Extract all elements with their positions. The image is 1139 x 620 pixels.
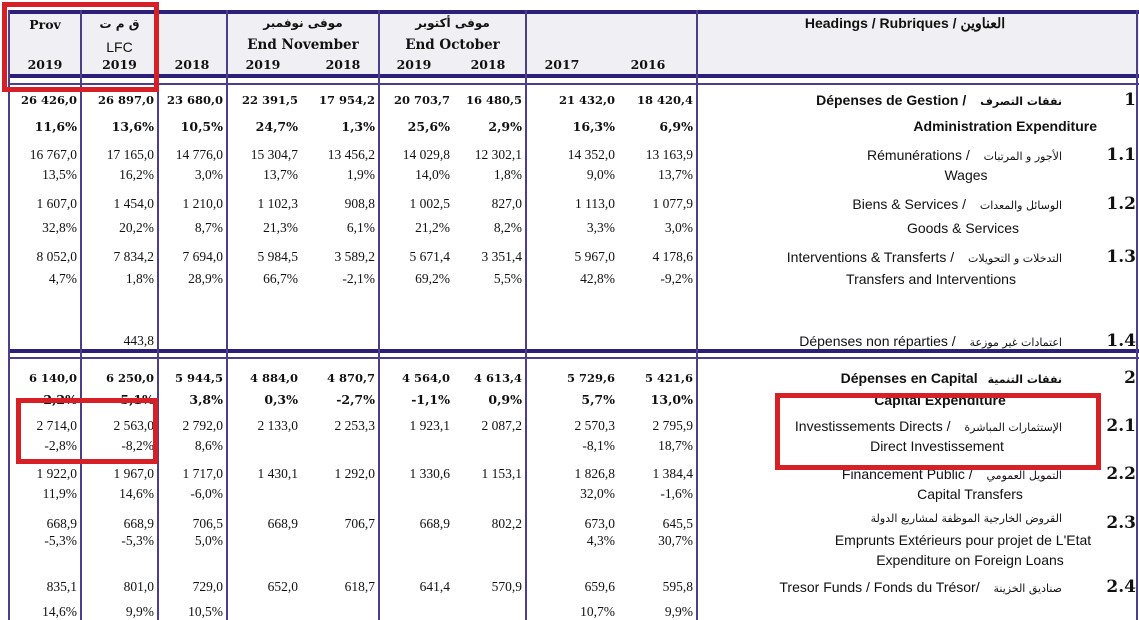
cell-value: 641,4 bbox=[419, 579, 450, 594]
row-label-french: Rémunérations / bbox=[867, 147, 974, 163]
cell-value: 5 421,6 bbox=[644, 371, 693, 385]
cell-value: 1 430,1 bbox=[257, 466, 298, 481]
cell-percent: -2,7% bbox=[336, 392, 375, 407]
row-label-english: Administration Expenditure bbox=[913, 118, 1097, 134]
cell-value: 835,1 bbox=[46, 579, 77, 594]
cell-value: 17 954,2 bbox=[318, 93, 375, 107]
cell-value: 5 944,5 bbox=[174, 371, 223, 385]
cell-percent: -2,8% bbox=[44, 438, 77, 453]
row-code: 1 bbox=[1124, 90, 1136, 110]
row-label-english: Wages bbox=[944, 167, 988, 183]
cell-percent: 24,7% bbox=[255, 119, 298, 134]
cell-percent: 14,6% bbox=[119, 486, 154, 501]
cell-value: 1 002,5 bbox=[409, 196, 450, 211]
row-code: 1.4 bbox=[1106, 331, 1136, 351]
cell-value: 2 792,0 bbox=[182, 418, 223, 433]
cell-percent: -1,6% bbox=[660, 486, 693, 501]
header-prov-label: Prov bbox=[29, 17, 61, 32]
highlight-box-direct-investment-label bbox=[775, 393, 1101, 470]
cell-value: 1 454,0 bbox=[113, 196, 154, 211]
cell-percent: 16,2% bbox=[119, 167, 154, 182]
cell-percent: 14,6% bbox=[42, 604, 77, 619]
header-headings: Headings / Rubriques / العناوين bbox=[804, 15, 1006, 31]
row-label-line bbox=[841, 370, 1062, 386]
cell-percent: 1,3% bbox=[341, 119, 375, 134]
row-code: 1.2 bbox=[1106, 194, 1136, 214]
header-november-label: End November bbox=[247, 37, 359, 53]
row-label-english: Capital Expenditure bbox=[874, 392, 1006, 408]
cell-value: 16 480,5 bbox=[465, 93, 522, 107]
cell-value: 659,6 bbox=[584, 579, 615, 594]
cell-percent: 3,8% bbox=[189, 392, 223, 407]
cell-value: 14 352,0 bbox=[567, 147, 615, 162]
cell-value: 1 922,0 bbox=[36, 466, 77, 481]
cell-percent: 9,9% bbox=[664, 604, 693, 619]
cell-percent: 3,0% bbox=[194, 167, 223, 182]
row-label-arabic: الوسائل والمعدات bbox=[979, 199, 1062, 212]
header-2017: 2017 bbox=[544, 57, 580, 72]
cell-percent: 4,7% bbox=[48, 271, 77, 286]
cell-value: 17 165,0 bbox=[106, 147, 154, 162]
cell-percent: 3,0% bbox=[664, 220, 693, 235]
cell-percent: 10,7% bbox=[580, 604, 615, 619]
row-label-arabic: نفقات التصرف bbox=[980, 95, 1062, 108]
cell-percent: 21,2% bbox=[415, 220, 450, 235]
row-code: 2.2 bbox=[1106, 464, 1136, 484]
cell-value: 26 897,0 bbox=[97, 93, 154, 107]
cell-value: 1 826,8 bbox=[574, 466, 615, 481]
cell-value: 3 351,4 bbox=[481, 249, 522, 264]
cell-value: 668,9 bbox=[419, 516, 450, 531]
cell-value: 668,9 bbox=[267, 516, 298, 531]
cell-value: 668,9 bbox=[123, 516, 154, 531]
cell-percent: -8,1% bbox=[582, 438, 615, 453]
cell-percent: 66,7% bbox=[263, 271, 298, 286]
cell-value: 443,8 bbox=[123, 333, 154, 348]
row-label-french: Interventions & Transferts / bbox=[786, 249, 958, 265]
row-code: 2.1 bbox=[1106, 416, 1136, 436]
cell-percent: 5,0% bbox=[194, 533, 223, 548]
cell-value: 18 420,4 bbox=[636, 93, 693, 107]
cell-percent: 13,7% bbox=[658, 167, 693, 182]
cell-percent: 8,7% bbox=[194, 220, 223, 235]
cell-value: 20 703,7 bbox=[393, 93, 450, 107]
cell-value: 6 250,0 bbox=[105, 371, 154, 385]
cell-value: 827,0 bbox=[491, 196, 522, 211]
cell-value: 1 292,0 bbox=[334, 466, 375, 481]
cell-percent: -2,1% bbox=[342, 271, 375, 286]
cell-percent: 10,5% bbox=[180, 119, 223, 134]
row-label-arabic: التدخلات و التحويلات bbox=[967, 252, 1062, 265]
cell-value: 4 870,7 bbox=[326, 371, 375, 385]
row-label-arabic: صناديق الخزينة bbox=[993, 582, 1062, 595]
col-border-2017-2016 bbox=[696, 10, 698, 620]
header-october-label: End October bbox=[405, 37, 500, 53]
row-label-line bbox=[852, 196, 1062, 212]
cell-percent: 1,8% bbox=[493, 167, 522, 182]
row-label-french: Dépenses de Gestion / bbox=[816, 92, 971, 108]
cell-value: 16 767,0 bbox=[29, 147, 77, 162]
cell-value: 1 384,4 bbox=[652, 466, 693, 481]
cell-percent: 18,7% bbox=[658, 438, 693, 453]
cell-value: 2 563,0 bbox=[113, 418, 154, 433]
row-label-arabic: الإستثمارات المباشرة bbox=[964, 421, 1062, 434]
cell-value: 4 564,0 bbox=[401, 371, 450, 385]
header-lfc-arabic: ق م ت bbox=[99, 17, 140, 31]
cell-percent: 11,9% bbox=[42, 486, 77, 501]
header-prov-year: 2019 bbox=[27, 57, 63, 72]
cell-value: 8 052,0 bbox=[36, 249, 77, 264]
cell-percent: 25,6% bbox=[407, 119, 450, 134]
body-top-border bbox=[8, 83, 1139, 85]
cell-percent: 4,3% bbox=[586, 533, 615, 548]
cell-value: 908,8 bbox=[344, 196, 375, 211]
header-november-arabic: موفى نوفمبر bbox=[263, 16, 343, 30]
cell-value: 1 717,0 bbox=[182, 466, 223, 481]
cell-value: 2 795,9 bbox=[652, 418, 693, 433]
cell-value: 4 178,6 bbox=[652, 249, 693, 264]
cell-percent: 1,9% bbox=[346, 167, 375, 182]
cell-value: 673,0 bbox=[584, 516, 615, 531]
cell-percent: 14,0% bbox=[415, 167, 450, 182]
col-border-right bbox=[1136, 10, 1138, 620]
cell-value: 802,2 bbox=[491, 516, 522, 531]
row-label-english: Capital Transfers bbox=[917, 486, 1023, 502]
cell-value: 7 834,2 bbox=[113, 249, 154, 264]
cell-percent: 10,5% bbox=[188, 604, 223, 619]
header-2016: 2016 bbox=[630, 57, 666, 72]
cell-percent: 69,2% bbox=[415, 271, 450, 286]
cell-value: 13 456,2 bbox=[327, 147, 375, 162]
header-lfc-year: 2019 bbox=[102, 57, 137, 72]
cell-value: 1 102,3 bbox=[257, 196, 298, 211]
cell-percent: 13,6% bbox=[111, 119, 154, 134]
cell-value: 1 210,0 bbox=[182, 196, 223, 211]
cell-percent: -8,2% bbox=[121, 438, 154, 453]
cell-percent: 16,3% bbox=[572, 119, 615, 134]
row-label-arabic: نفقات التنمية bbox=[987, 373, 1062, 386]
cell-value: 2 253,3 bbox=[334, 418, 375, 433]
row-code: 1.3 bbox=[1106, 247, 1136, 267]
header-november-2019: 2019 bbox=[245, 57, 281, 72]
cell-value: 1 330,6 bbox=[409, 466, 450, 481]
cell-value: 706,5 bbox=[192, 516, 223, 531]
section-divider bbox=[8, 349, 1139, 353]
cell-value: 595,8 bbox=[662, 579, 693, 594]
cell-percent: -6,0% bbox=[190, 486, 223, 501]
cell-percent: 9,9% bbox=[125, 604, 154, 619]
cell-percent: 9,0% bbox=[586, 167, 615, 182]
row-label-line bbox=[867, 147, 1062, 163]
cell-percent: 1,8% bbox=[125, 271, 154, 286]
cell-value: 652,0 bbox=[267, 579, 298, 594]
cell-value: 1 077,9 bbox=[652, 196, 693, 211]
cell-value: 1 923,1 bbox=[409, 418, 450, 433]
row-label-french: Investissements Directs / bbox=[794, 418, 955, 434]
cell-value: 3 589,2 bbox=[334, 249, 375, 264]
cell-value: 1 153,1 bbox=[481, 466, 522, 481]
section2-top-border bbox=[8, 357, 1139, 359]
cell-value: 570,9 bbox=[491, 579, 522, 594]
cell-value: 668,9 bbox=[46, 516, 77, 531]
row-label-french: Tresor Funds / Fonds du Trésor/ bbox=[779, 579, 984, 595]
row-label-french: Emprunts Extérieurs pour projet de L'Etat bbox=[834, 532, 1092, 548]
cell-value: 2 087,2 bbox=[481, 418, 522, 433]
row-label-arabic: الأجور و المرتبات bbox=[983, 150, 1062, 163]
header-2018: 2018 bbox=[174, 57, 210, 72]
row-label-arabic: اعتمادات غير موزعة bbox=[969, 336, 1062, 349]
cell-value: 13 163,9 bbox=[645, 147, 693, 162]
col-border-october bbox=[525, 10, 527, 620]
cell-value: 14 776,0 bbox=[175, 147, 223, 162]
cell-value: 1 607,0 bbox=[36, 196, 77, 211]
header-lfc-label: LFC bbox=[106, 39, 133, 55]
highlight-box-direct-investment-values bbox=[16, 398, 158, 464]
row-label-line bbox=[779, 579, 1062, 595]
cell-percent: 5,7% bbox=[581, 392, 615, 407]
header-october-arabic: موفى أكتوبر bbox=[415, 16, 490, 30]
header-october-2018: 2018 bbox=[470, 57, 506, 72]
cell-percent: 2,2% bbox=[43, 392, 77, 407]
row-label-line bbox=[799, 333, 1062, 349]
header-top-border bbox=[8, 10, 1139, 14]
cell-percent: 32,8% bbox=[42, 220, 77, 235]
cell-percent: 13,0% bbox=[650, 392, 693, 407]
cell-percent: 0,3% bbox=[264, 392, 298, 407]
cell-value: 5 967,0 bbox=[574, 249, 615, 264]
cell-percent: -5,3% bbox=[121, 533, 154, 548]
cell-percent: 11,6% bbox=[34, 119, 77, 134]
cell-value: 12 302,1 bbox=[474, 147, 522, 162]
cell-value: 4 884,0 bbox=[249, 371, 298, 385]
cell-percent: 30,7% bbox=[658, 533, 693, 548]
cell-value: 2 570,3 bbox=[574, 418, 615, 433]
cell-percent: 5,5% bbox=[493, 271, 522, 286]
cell-percent: 6,1% bbox=[346, 220, 375, 235]
cell-value: 729,0 bbox=[192, 579, 223, 594]
cell-percent: 32,0% bbox=[580, 486, 615, 501]
row-label-french: Dépenses en Capital bbox=[840, 370, 978, 386]
row-code: 2.4 bbox=[1106, 577, 1136, 597]
row-code: 1.1 bbox=[1106, 145, 1136, 165]
cell-percent: -5,3% bbox=[44, 533, 77, 548]
cell-percent: 13,7% bbox=[263, 167, 298, 182]
cell-percent: 8,2% bbox=[493, 220, 522, 235]
cell-value: 801,0 bbox=[123, 579, 154, 594]
cell-value: 5 671,4 bbox=[409, 249, 450, 264]
cell-percent: 3,3% bbox=[586, 220, 615, 235]
cell-value: 26 426,0 bbox=[20, 93, 77, 107]
cell-value: 15 304,7 bbox=[250, 147, 298, 162]
row-label-line bbox=[816, 92, 1062, 108]
cell-value: 1 967,0 bbox=[113, 466, 154, 481]
row-label-english: Transfers and Interventions bbox=[846, 271, 1016, 287]
cell-value: 2 133,0 bbox=[257, 418, 298, 433]
cell-percent: 42,8% bbox=[580, 271, 615, 286]
row-label-french: Financement Public / bbox=[841, 466, 977, 482]
header-bottom-border bbox=[8, 74, 1139, 78]
cell-value: 22 391,5 bbox=[241, 93, 298, 107]
row-label-english: Expenditure on Foreign Loans bbox=[876, 552, 1064, 568]
cell-value: 706,7 bbox=[344, 516, 375, 531]
cell-value: 1 113,0 bbox=[575, 196, 615, 211]
cell-value: 7 694,0 bbox=[182, 249, 223, 264]
cell-value: 5 729,6 bbox=[566, 371, 615, 385]
cell-value: 645,5 bbox=[662, 516, 693, 531]
cell-percent: 20,2% bbox=[119, 220, 154, 235]
row-code: 2.3 bbox=[1106, 513, 1136, 533]
row-label-arabic: التمويل العمومي bbox=[986, 469, 1062, 482]
header-october-2019: 2019 bbox=[396, 57, 432, 72]
cell-percent: 28,9% bbox=[188, 271, 223, 286]
cell-value: 23 680,0 bbox=[166, 93, 223, 107]
cell-percent: -9,2% bbox=[660, 271, 693, 286]
header-november-2018: 2018 bbox=[325, 57, 361, 72]
cell-percent: 0,9% bbox=[488, 392, 522, 407]
cell-value: 5 984,5 bbox=[257, 249, 298, 264]
cell-percent: 8,6% bbox=[194, 438, 223, 453]
cell-value: 4 613,4 bbox=[473, 371, 522, 385]
row-code: 2 bbox=[1124, 368, 1136, 388]
cell-value: 618,7 bbox=[344, 579, 375, 594]
row-label-english: Goods & Services bbox=[906, 220, 1020, 236]
cell-percent: 21,3% bbox=[263, 220, 298, 235]
row-label-english: Direct Investissement bbox=[870, 438, 1004, 454]
row-label-french: Biens & Services / bbox=[852, 196, 970, 212]
cell-value: 14 029,8 bbox=[402, 147, 450, 162]
cell-percent: -1,1% bbox=[411, 392, 450, 407]
cell-value: 21 432,0 bbox=[558, 93, 615, 107]
highlight-box-prov-lfc-header bbox=[2, 2, 159, 92]
cell-percent: 5,1% bbox=[120, 392, 154, 407]
cell-percent: 6,9% bbox=[659, 119, 693, 134]
cell-value: 2 714,0 bbox=[36, 418, 77, 433]
row-label-arabic: القروض الخارجية الموظفة لمشاريع الدولة bbox=[870, 512, 1062, 525]
row-label-french: Dépenses non réparties / bbox=[799, 333, 960, 349]
cell-value: 6 140,0 bbox=[28, 371, 77, 385]
cell-percent: 2,9% bbox=[488, 119, 522, 134]
row-label-line bbox=[787, 249, 1062, 265]
cell-percent: 13,5% bbox=[42, 167, 77, 182]
